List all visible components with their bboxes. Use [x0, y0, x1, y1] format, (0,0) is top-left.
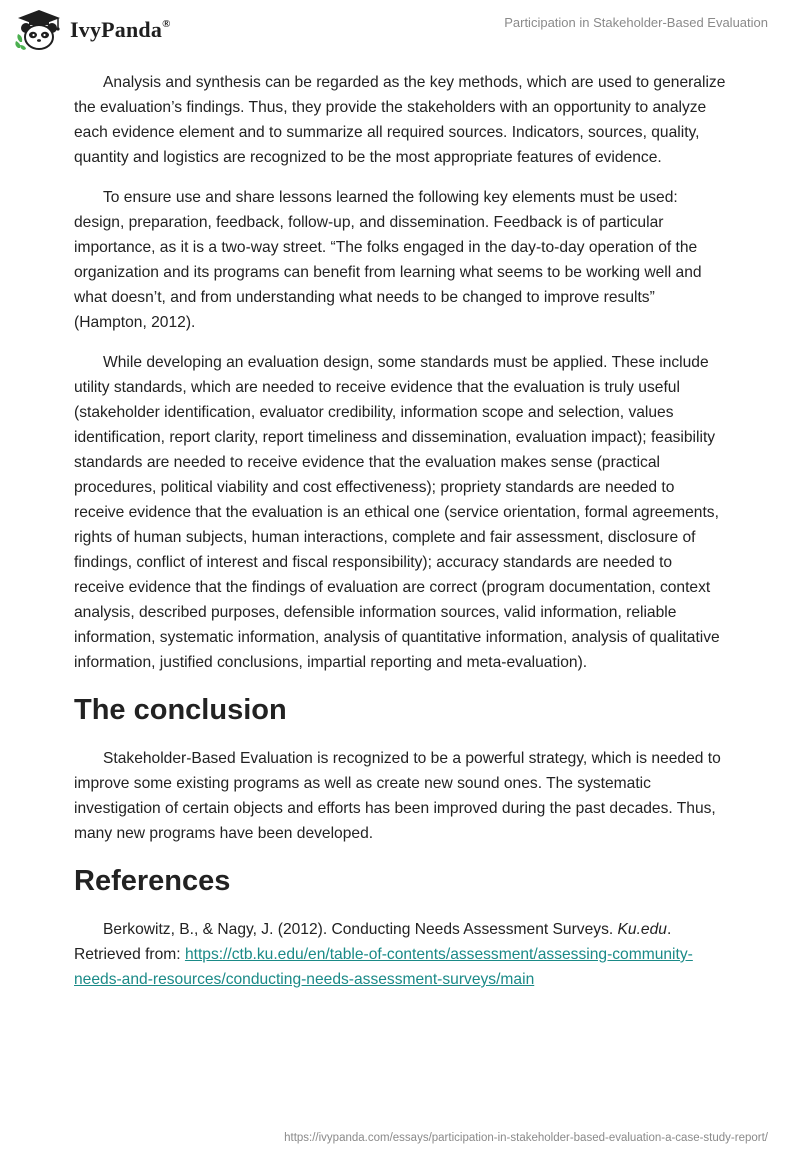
- ivypanda-logo[interactable]: [14, 8, 171, 52]
- reference-source: Ku.edu: [617, 921, 667, 938]
- brand-name: IvyPanda®: [70, 17, 171, 42]
- panda-graduate-icon: [14, 8, 64, 52]
- page-url: https://ivypanda.com/essays/participation-in-stakeholder-based-evaluation-a-case-study-report/: [284, 1132, 768, 1144]
- reference-entry: Berkowitz, B., & Nagy, J. (2012). Conducting Needs Assessment Surveys. Ku.edu. Retrieved from: https://ctb.ku.edu/en/table-of-contents/assessment/assessing-community-needs-and-resources/conducting-needs-assessment-surveys/main: [74, 921, 693, 988]
- reference-link[interactable]: https://ctb.ku.edu/en/table-of-contents/assessment/assessing-community-needs-and-resources/conducting-needs-assessment-surveys/main: [74, 946, 693, 988]
- references-heading: References: [74, 865, 231, 897]
- conclusion-heading: The conclusion: [74, 694, 287, 726]
- body-paragraph: Analysis and synthesis can be regarded as the key methods, which are used to generalize the evaluation’s findings. Thus, they provide the stakeholders with an opportunity to analyze each evidence element and to summarize all required sources. Indicators, sources, quality, quantity and logistics are recognized to be the most appropriate features of evidence.: [74, 74, 726, 166]
- conclusion-paragraph: Stakeholder-Based Evaluation is recognized to be a powerful strategy, which is needed to improve some existing programs as well as create new sound ones. The systematic investigation of certain objects and efforts has been improved during the past decades. Thus, many new programs have been developed.: [74, 750, 721, 842]
- document-title: Participation in Stakeholder-Based Evaluation: [504, 15, 768, 30]
- body-paragraph: To ensure use and share lessons learned the following key elements must be used: design, preparation, feedback, follow-up, and dissemination. Feedback is of particular importance, as it is a two-way street. “The folks engaged in the day-to-day operation of the organization and its programs can benefit from learning what seems to be working well and what doesn’t, and from understanding what needs to be changed to improve results” (Hampton, 2012).: [74, 189, 702, 331]
- body-paragraph: While developing an evaluation design, some standards must be applied. These include utility standards, which are needed to receive evidence that the evaluation is truly useful (stakeholder identification, evaluator credibility, information scope and selection, values identification, report clarity, report timeliness and dissemination, evaluation impact); feasibility standards are needed to receive evidence that the evaluation makes sense (practical procedures, political viability and cost effectiveness); propriety standards are needed to receive evidence that the evaluation is an ethical one (service orientation, formal agreements, rights of human subjects, human interactions, complete and fair assessment, disclosure of findings, conflict of interest and fiscal responsibility); accuracy standards are needed to receive evidence that the findings of evaluation are correct (program documentation, context analysis, described purposes, defensible information sources, valid information, reliable information, systematic information, analysis of quantitative information, analysis of qualitative information, justified conclusions, impartial reporting and meta-evaluation).: [74, 354, 720, 671]
- page-header: [0, 0, 800, 60]
- document-body: [74, 70, 726, 992]
